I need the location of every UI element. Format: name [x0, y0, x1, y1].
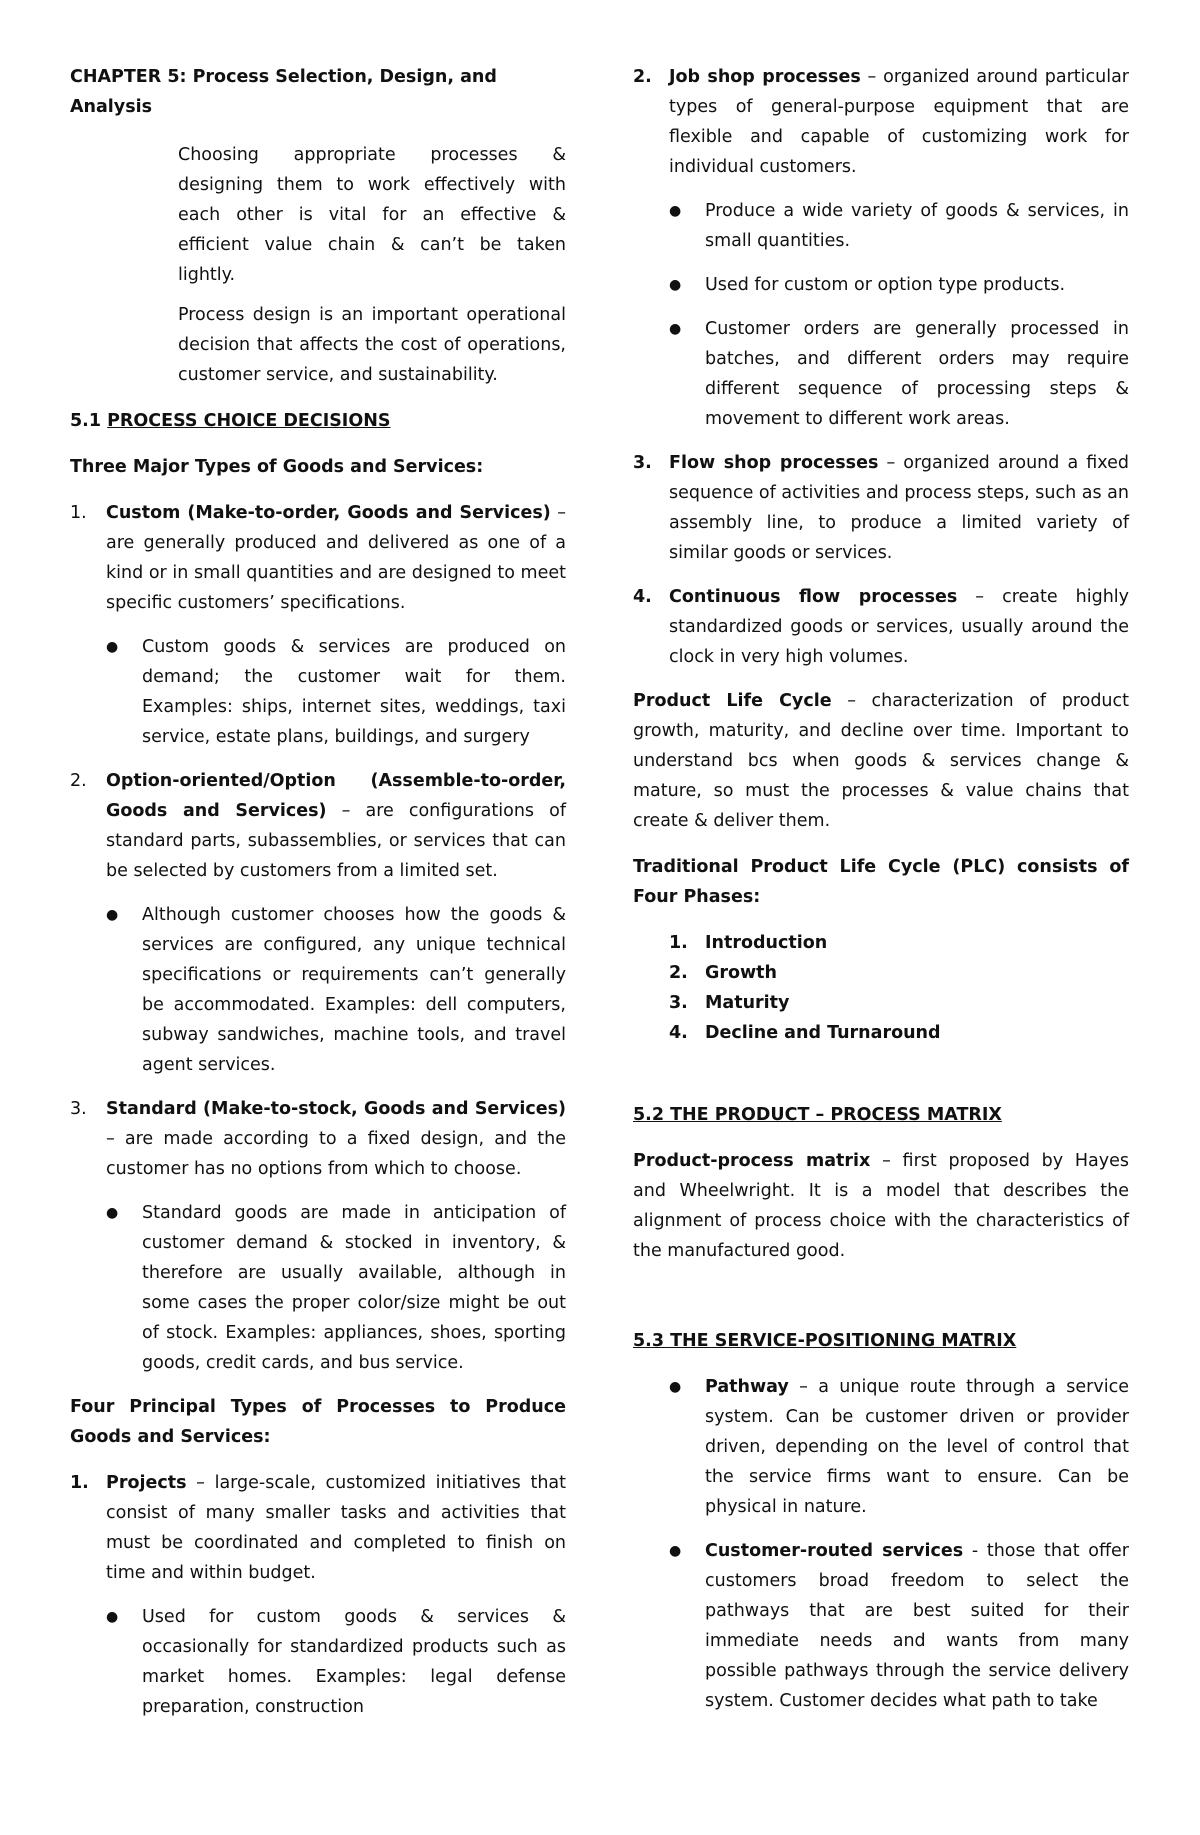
list-number: 3.	[70, 1099, 87, 1119]
plc-heading: Traditional Product Life Cycle (PLC) consists of Four Phases:	[633, 857, 1129, 907]
intro-text: Choosing appropriate processes & designing them to work effectively with each other is vital for an effective & efficient value chain & can’t be taken lightly.	[178, 145, 566, 285]
definition: – are generally produced and delivered as one of a kind or in small quantities and are designed to meet specific customers’ specifications.	[106, 503, 566, 613]
section-heading-5-1	[70, 406, 566, 436]
list-number: 1.	[70, 503, 87, 523]
bullet-text: Produce a wide variety of goods & services, in small quantities.	[705, 201, 1129, 251]
term: Continuous flow processes	[669, 587, 958, 607]
bullet-item	[669, 314, 1129, 434]
definition: – large-scale, customized initiatives that consist of many smaller tasks and activities that must be coordinated and completed to finish on time and within budget.	[106, 1473, 566, 1583]
section-number: 5.1	[70, 411, 102, 431]
intro-item	[70, 140, 566, 290]
bullet-item	[106, 900, 566, 1080]
intro-text: Process design is an important operational decision that affects the cost of operations, customer service, and sustainability.	[178, 305, 566, 385]
missing-glyph-box	[70, 300, 178, 390]
list-number: 2.	[633, 67, 652, 87]
definition: – first proposed by Hayes and Wheelwright. It is a model that describes the alignment of process choice with the characteristics of the manufactured good.	[633, 1151, 1129, 1261]
phase-list	[669, 928, 1129, 1048]
list-number: 3.	[633, 453, 652, 473]
definition: - those that offer customers broad freedom to select the pathways that are best suited for their immediate needs and wants from many possible pathways through the service delivery system. Customer decides what path to take	[705, 1541, 1129, 1711]
term: Projects	[106, 1473, 187, 1493]
list-item	[70, 498, 566, 618]
bullet-item	[106, 1602, 566, 1722]
bullet-item	[669, 1536, 1129, 1716]
list-item	[633, 62, 1129, 182]
definition: – are configurations of standard parts, subassemblies, or services that can be selected by customers from a limited set.	[106, 801, 566, 881]
ppm-definition	[633, 1146, 1129, 1266]
plc-definition	[633, 686, 1129, 836]
list-number: 2.	[70, 771, 87, 791]
bullet-text: Although customer chooses how the goods & services are configured, any unique technical specifications or requirements can’t generally be accommodated. Examples: dell computers, subway sandwiches, machine tools, and travel agent services.	[142, 905, 566, 1075]
list-item	[633, 448, 1129, 568]
term: Option-oriented/Option (Assemble-to-order, Goods and Services)	[106, 771, 566, 821]
bullet-text: Customer orders are generally processed in batches, and different orders may require different sequence of processing steps & movement to different work areas.	[705, 319, 1129, 429]
term: Flow shop processes	[669, 453, 879, 473]
bullet-dot-icon: ●	[669, 277, 682, 293]
term: Product-process matrix	[633, 1151, 871, 1171]
bullet-item	[106, 632, 566, 752]
bullet-dot-icon: ●	[669, 203, 682, 219]
goods-types-heading: Three Major Types of Goods and Services:	[70, 457, 484, 477]
definition: – characterization of product growth, maturity, and decline over time. Important to understand bcs when goods & services change & mature, so must the processes & value chains that create & deliver them.	[633, 691, 1129, 831]
section-heading-5-3: 5.3 THE SERVICE-POSITIONING MATRIX	[633, 1331, 1017, 1351]
definition: – a unique route through a service system. Can be customer driven or provider driven, depending on the level of control that the service firms want to ensure. Can be physical in nature.	[705, 1377, 1129, 1517]
term: Pathway	[705, 1377, 789, 1397]
term: Standard (Make-to-stock, Goods and Services)	[106, 1099, 566, 1119]
list-number: 4.	[633, 587, 652, 607]
right-column	[633, 62, 1129, 1730]
phase-item: 4. Decline and Turnaround	[669, 1023, 941, 1043]
bullet-text: Standard goods are made in anticipation of customer demand & stocked in inventory, & therefore are usually available, although in some cases the proper color/size might be out of stock. Examples: appliances, shoes, sporting goods, credit cards, and bus service.	[142, 1203, 566, 1373]
term: Customer-routed services	[705, 1541, 964, 1561]
bullet-item	[669, 270, 1129, 300]
bullet-item	[669, 1372, 1129, 1522]
list-item	[70, 1468, 566, 1588]
phase-item: 2. Growth	[669, 963, 778, 983]
bullet-dot-icon: ●	[669, 321, 682, 337]
section-title: PROCESS CHOICE DECISIONS	[107, 411, 391, 431]
list-number: 1.	[70, 1473, 89, 1493]
missing-glyph-box	[70, 140, 178, 290]
bullet-dot-icon: ●	[106, 1609, 119, 1625]
left-column	[70, 62, 566, 1736]
bullet-item	[106, 1198, 566, 1378]
term: Custom (Make-to-order, Goods and Services)	[106, 503, 551, 523]
bullet-text: Custom goods & services are produced on demand; the customer wait for them. Examples: ships, internet sites, weddings, taxi service, estate plans, buildings, and surgery	[142, 637, 566, 747]
bullet-dot-icon: ●	[106, 907, 119, 923]
bullet-dot-icon: ●	[669, 1379, 682, 1395]
spacer	[633, 1056, 1129, 1100]
term: Product Life Cycle	[633, 691, 832, 711]
phase-item: 1. Introduction	[669, 933, 828, 953]
list-item	[633, 582, 1129, 672]
process-types-heading: Four Principal Types of Processes to Produce Goods and Services:	[70, 1397, 566, 1447]
chapter-title: CHAPTER 5: Process Selection, Design, and Analysis	[70, 67, 497, 117]
definition: – organized around a fixed sequence of activities and process steps, such as an assembly line, to produce a limited variety of similar goods or services.	[669, 453, 1129, 563]
definition: – are made according to a fixed design, and the customer has no options from which to choose.	[106, 1129, 566, 1179]
list-item	[70, 766, 566, 886]
term: Job shop processes	[669, 67, 861, 87]
definition: – organized around particular types of general-purpose equipment that are flexible and capable of customizing work for individual customers.	[669, 67, 1129, 177]
bullet-item	[669, 196, 1129, 256]
bullet-dot-icon: ●	[106, 1205, 119, 1221]
spacer	[633, 1282, 1129, 1326]
bullet-dot-icon: ●	[106, 639, 119, 655]
bullet-text: Used for custom or option type products.	[705, 275, 1066, 295]
bullet-dot-icon: ●	[669, 1543, 682, 1559]
section-heading-5-2: 5.2 THE PRODUCT – PROCESS MATRIX	[633, 1105, 1002, 1125]
intro-item	[70, 300, 566, 390]
list-item	[70, 1094, 566, 1184]
bullet-text: Used for custom goods & services & occasionally for standardized products such as market homes. Examples: legal defense preparation, construction	[142, 1607, 566, 1717]
phase-item: 3. Maturity	[669, 993, 790, 1013]
definition: – create highly standardized goods or services, usually around the clock in very high volumes.	[669, 587, 1129, 667]
